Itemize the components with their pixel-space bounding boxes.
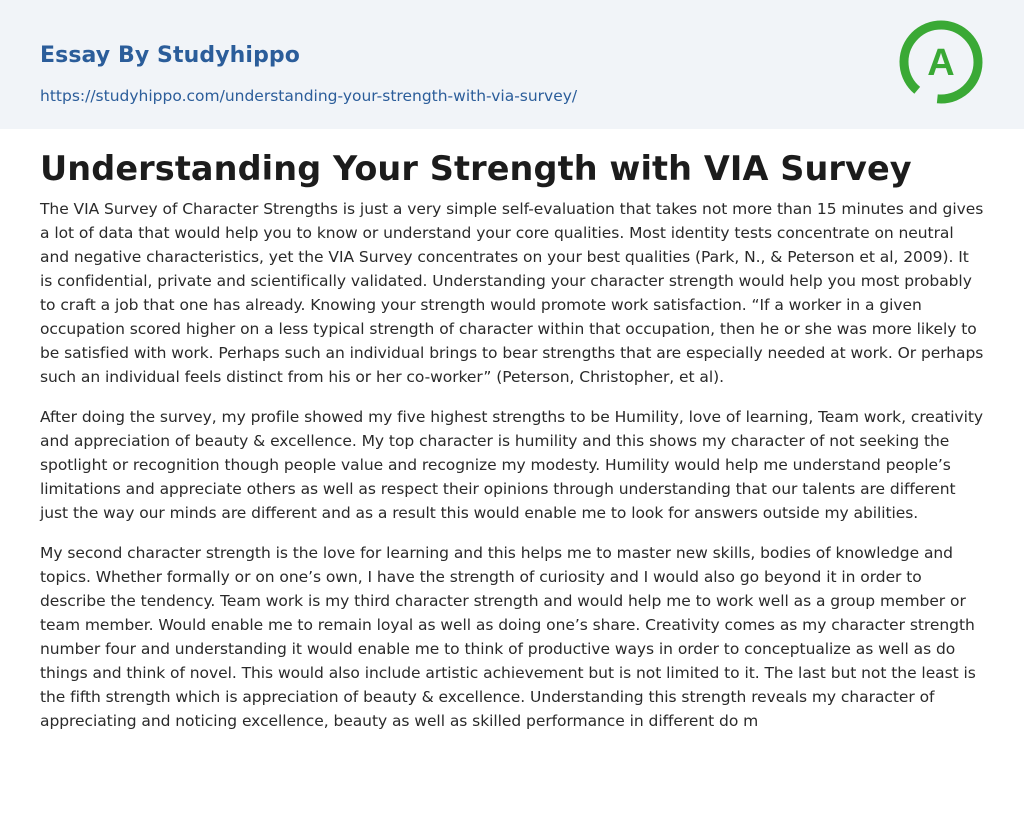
- source-url-link[interactable]: https://studyhippo.com/understanding-your-strength-with-via-survey/: [40, 87, 578, 105]
- article-paragraph-1: The VIA Survey of Character Strengths is just a very simple self-evaluation that takes not more than 15 minutes and gives a lot of data that would help you to know or understand your core qualities. Most identity tests concentrate on neutral and negative characteristics, yet the VIA Survey concentrates on your best qualities (Park, N., & Peterson et al, 2009). It is confidential, private and scientifically validated. Understanding your character strength would help you most probably to craft a job that one has already. Knowing your strength would promote work satisfaction. “If a worker in a given occupation scored higher on a less typical strength of character within that occupation, then he or she was more likely to be satisfied with work. Perhaps such an individual brings to bear strengths that are especially needed at work. Or perhaps such an individual feels distinct from his or her co-worker” (Peterson, Christopher, et al).: [40, 200, 984, 386]
- article: [0, 129, 1024, 733]
- page-header: [0, 0, 1024, 129]
- page-title: Understanding Your Strength with VIA Survey: [40, 149, 912, 188]
- article-paragraph-3: My second character strength is the love for learning and this helps me to master new skills, bodies of knowledge and topics. Whether formally or on one’s own, I have the strength of curiosity and I would also go beyond it in order to describe the tendency. Team work is my third character strength and would help me to work well as a group member or team member. Would enable me to remain loyal as well as doing one’s share. Creativity comes as my character strength number four and understanding it would enable me to think of productive ways in order to conceptualize as well as do things and think of novel. This would also include artistic achievement but is not limited to it. The last but not the least is the fifth strength which is appreciation of beauty & excellence. Understanding this strength reveals my character of appreciating and noticing excellence, beauty as well as skilled performance in different do m: [40, 544, 976, 730]
- studyhippo-logo-icon[interactable]: [898, 19, 984, 105]
- logo-letter: A: [927, 42, 955, 84]
- article-paragraph-2: After doing the survey, my profile showed my five highest strengths to be Humility, love of learning, Team work, creativity and appreciation of beauty & excellence. My top character is humility and this shows my character of not seeking the spotlight or recognition though people value and recognize my modesty. Humility would help me understand people’s limitations and appreciate others as well as respect their opinions through understanding that our talents are different just the way our minds are different and as a result this would enable me to look for answers outside my abilities.: [40, 408, 984, 522]
- brand-title[interactable]: Essay By Studyhippo: [40, 43, 300, 68]
